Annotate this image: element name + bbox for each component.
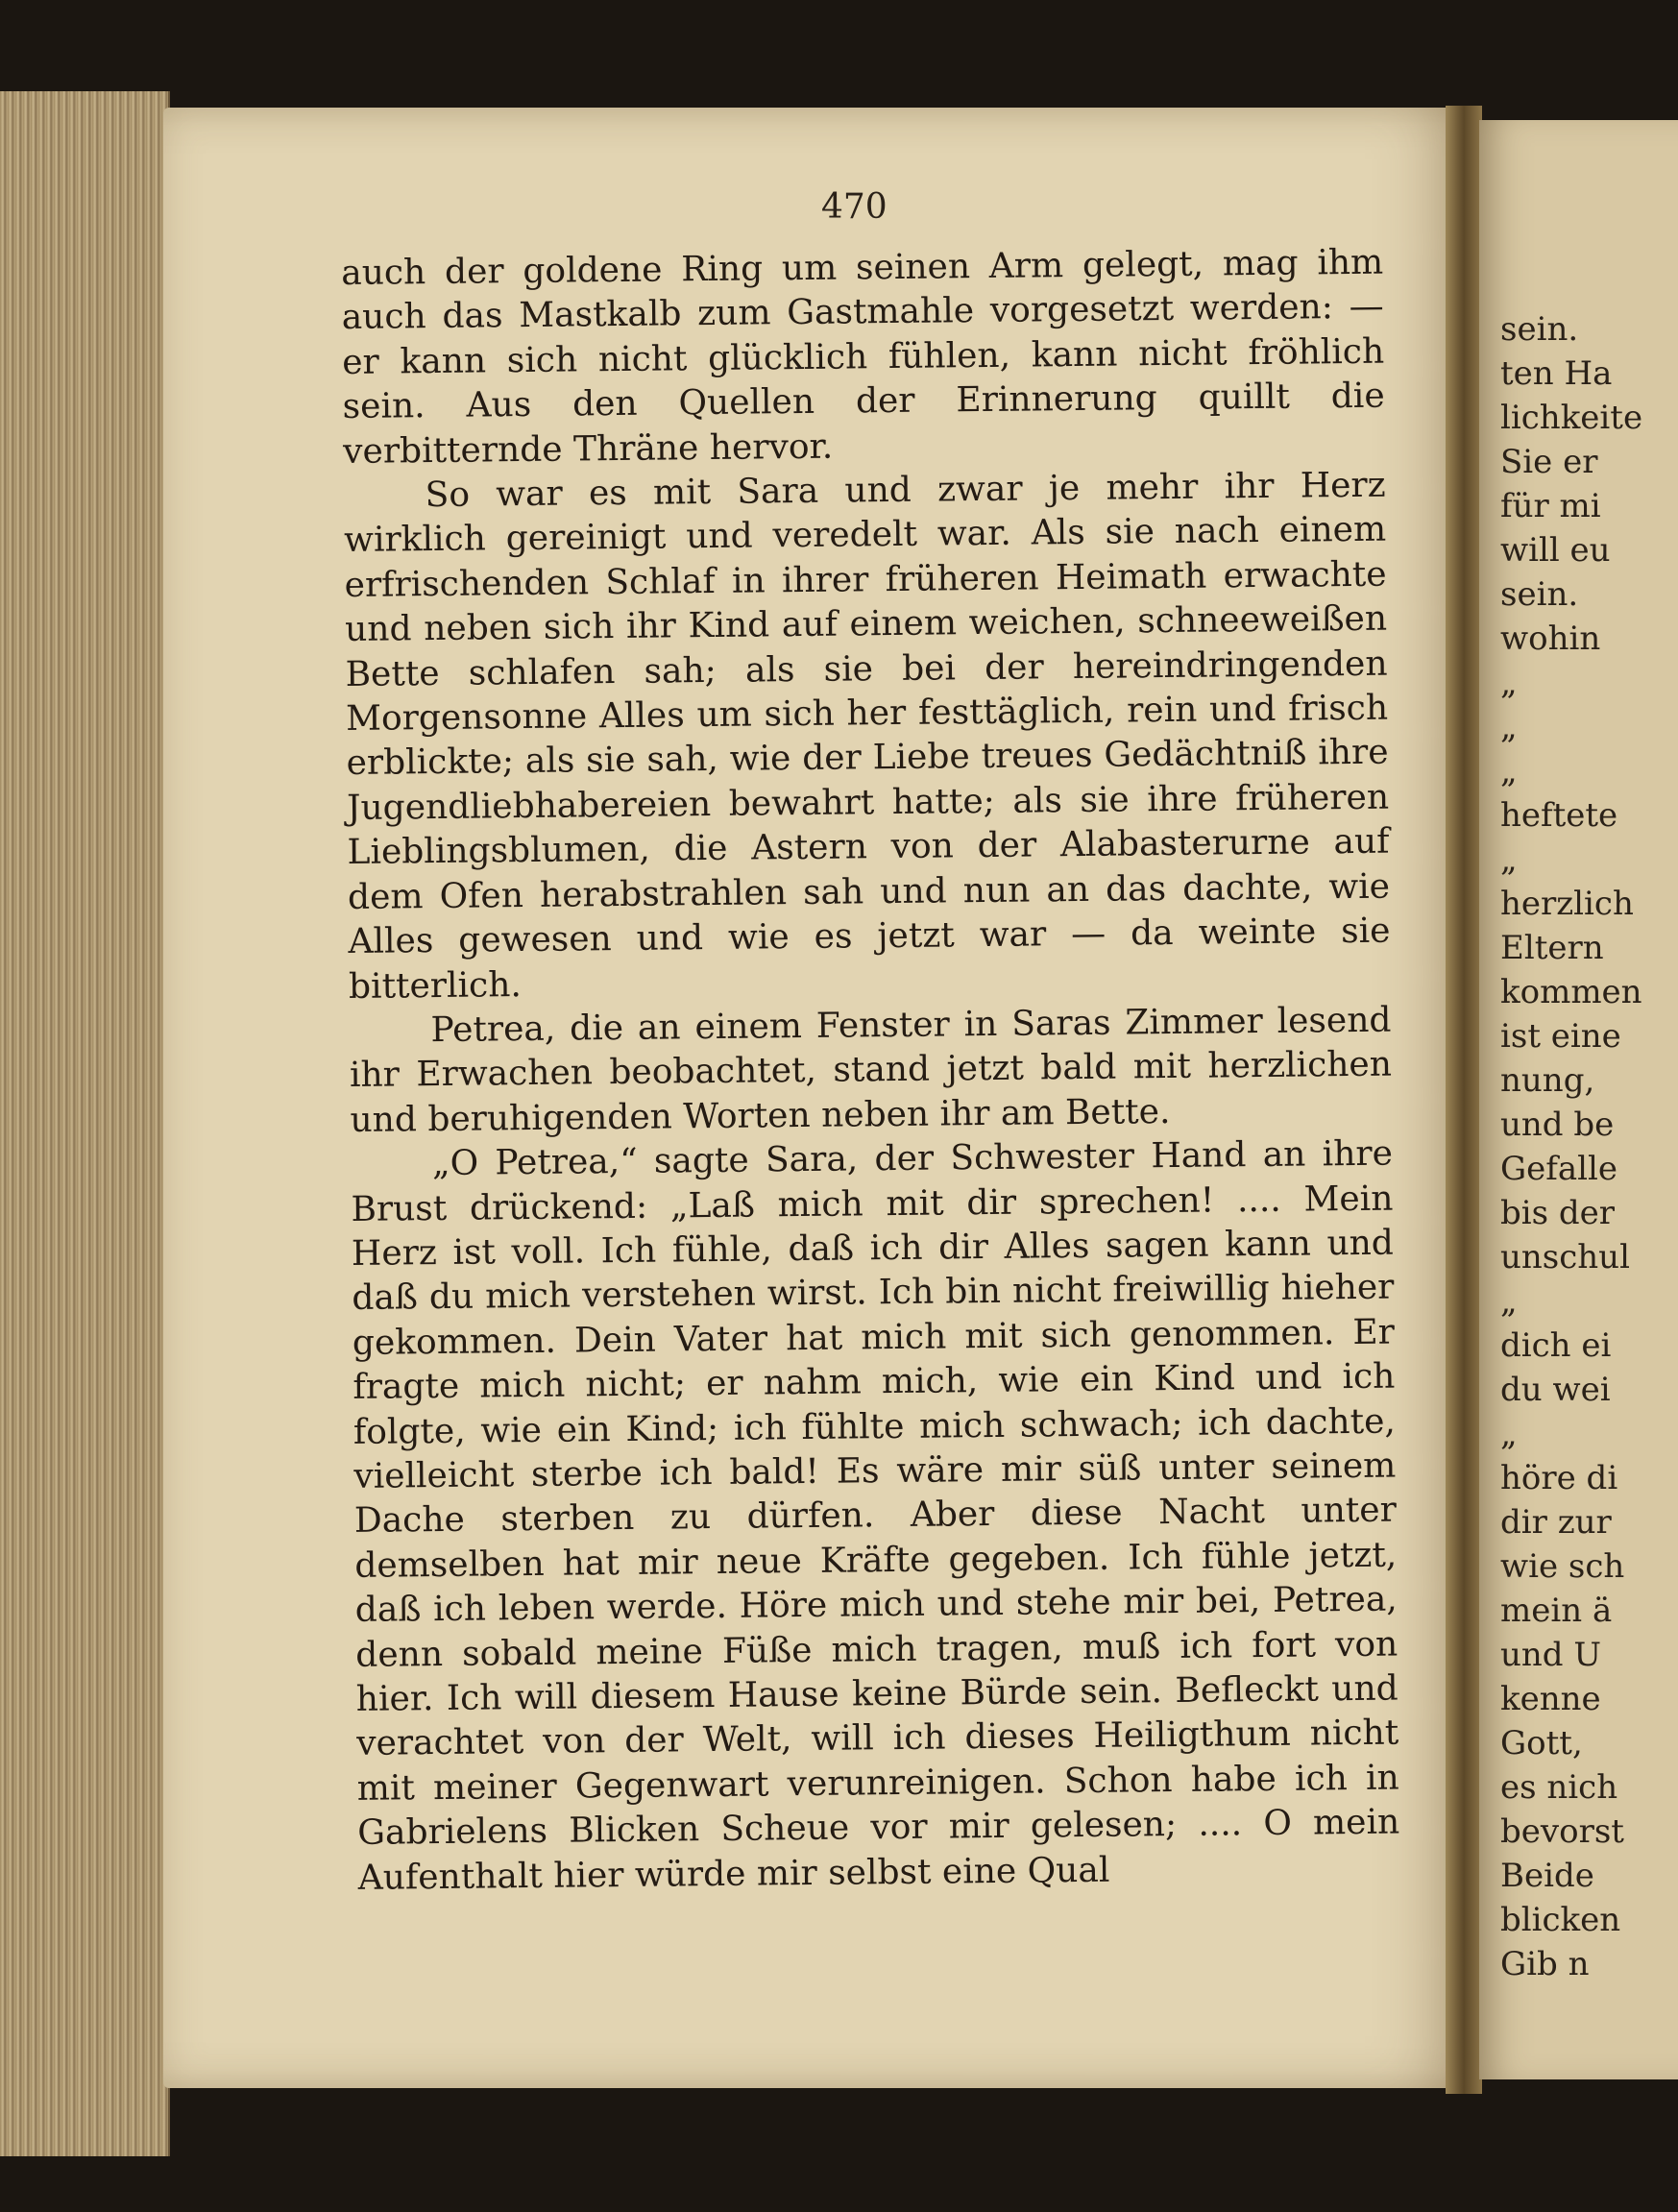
right-page-line: nung, [1500, 1061, 1595, 1100]
right-page-text [1500, 307, 1642, 1986]
right-page-line: Eltern [1500, 929, 1604, 967]
right-page-line: unschul [1500, 1238, 1630, 1276]
right-page-line: „ [1500, 664, 1518, 702]
right-page-line: dich ei [1500, 1326, 1612, 1365]
right-page-line: Beide [1500, 1857, 1594, 1895]
right-page-line: ten Ha [1500, 354, 1613, 393]
right-page-line: Sie er [1500, 443, 1598, 481]
right-page-line: „ [1500, 752, 1518, 790]
paragraph: So war es mit Sara und zwar je mehr ihr Herz wirklich gereinigt und veredelt war. Als sie nach einem erfrischenden Schlaf in ihrer früheren Heimath erwachte und neben sich ihr Kind auf einem weichen, schneeweißen Bette schlafen sah; als sie bei der hereindringenden Morgensonne Alles um sich her festtäglich, rein und frisch erblickte; als sie sah, wie der Liebe treues Gedächtniß ihre Jugendliebhabereien bewahrt hatte; als sie ihre früheren Lieblingsblumen, die Astern von der Alabasterurne auf dem Ofen herabstrahlen sah und nun an das dachte, wie Alles gewesen und wie es jetzt war — da weinte sie bitterlich. [343, 465, 1391, 1007]
right-page-line: es nich [1500, 1768, 1618, 1807]
right-page-line: Gib n [1500, 1945, 1590, 1983]
right-page [1479, 120, 1678, 2079]
left-page-text [341, 241, 1400, 1901]
paragraph: „O Petrea,“ sagte Sara, der Schwester Hand an ihre Brust drückend: „Laß mich mit dir sprechen! .... Mein Herz ist voll. Ich fühle, daß ich dir Alles sagen kann und daß du mich verstehen wirst. Ich bin nicht freiwillig hieher gekommen. Dein Vater hat mich mit sich genommen. Er fragte mich nicht; er nahm mich, wie ein Kind und ich folgte, wie ein Kind; ich fühlte mich schwach; ich dachte, vielleicht sterbe ich bald! Es wäre mir süß unter seinem Dache sterben zu dürfen. Aber diese Nacht unter demselben hat mir neue Kräfte gegeben. Ich fühle jetzt, daß ich leben werde. Höre mich und stehe mir bei, Petrea, denn sobald meine Füße mich tragen, muß ich fort von hier. Ich will diesem Hause keine Bürde sein. Befleckt und verachtet von der Welt, will ich dieses Heiligthum nicht mit meiner Gegenwart verunreinigen. Schon habe ich in Gabrielens Blicken Scheue vor mir gelesen; .... O mein Aufenthalt hier würde mir selbst eine Qual [351, 1133, 1400, 1898]
right-page-line: sein. [1500, 575, 1579, 614]
right-page-line: will eu [1500, 531, 1611, 570]
right-page-line: „ [1500, 840, 1518, 879]
right-page-line: ist eine [1500, 1017, 1621, 1056]
right-page-line: mein ä [1500, 1592, 1613, 1630]
right-page-line: bis der [1500, 1194, 1616, 1232]
right-page-line: sein. [1500, 310, 1579, 349]
right-page-line: „ [1500, 708, 1518, 746]
right-page-line: und U [1500, 1636, 1602, 1674]
right-page-line: bevorst [1500, 1812, 1624, 1851]
paragraph: Petrea, die an einem Fenster in Saras Zimmer lesend ihr Erwachen beobachtet, stand jetzt bald mit herzlichen und beruhigenden Worten neben ihr am Bette. [349, 1000, 1393, 1140]
right-page-line: kommen [1500, 973, 1642, 1011]
book-gutter [1446, 106, 1482, 2094]
right-page-line: kenne [1500, 1680, 1601, 1718]
book-page-edges [0, 91, 170, 2156]
paragraph: auch der goldene Ring um seinen Arm gelegt, mag ihm auch das Mastkalb zum Gastmahle vorgesetzt werden: — er kann sich nicht glücklich fühlen, kann nicht fröhlich sein. Aus den Quellen der Erinnerung quillt die verbitternde Thräne hervor. [341, 242, 1385, 472]
right-page-line: Gefalle [1500, 1150, 1618, 1188]
right-page-line: wie sch [1500, 1547, 1625, 1586]
right-page-line: wohin [1500, 620, 1601, 658]
right-page-line: lichkeite [1500, 399, 1643, 437]
right-page-line: höre di [1500, 1459, 1618, 1497]
page-number: 470 [821, 187, 888, 227]
right-page-line: dir zur [1500, 1503, 1612, 1542]
right-page-line: herzlich [1500, 885, 1634, 923]
right-page-line: für mi [1500, 487, 1601, 525]
right-page-line: und be [1500, 1106, 1615, 1144]
right-page-line: Gott, [1500, 1724, 1583, 1762]
right-page-line: „ [1500, 1282, 1518, 1321]
right-page-line: „ [1500, 1415, 1518, 1453]
right-page-line: heftete [1500, 796, 1618, 835]
right-page-line: du wei [1500, 1371, 1611, 1409]
right-page-line: blicken [1500, 1901, 1621, 1939]
